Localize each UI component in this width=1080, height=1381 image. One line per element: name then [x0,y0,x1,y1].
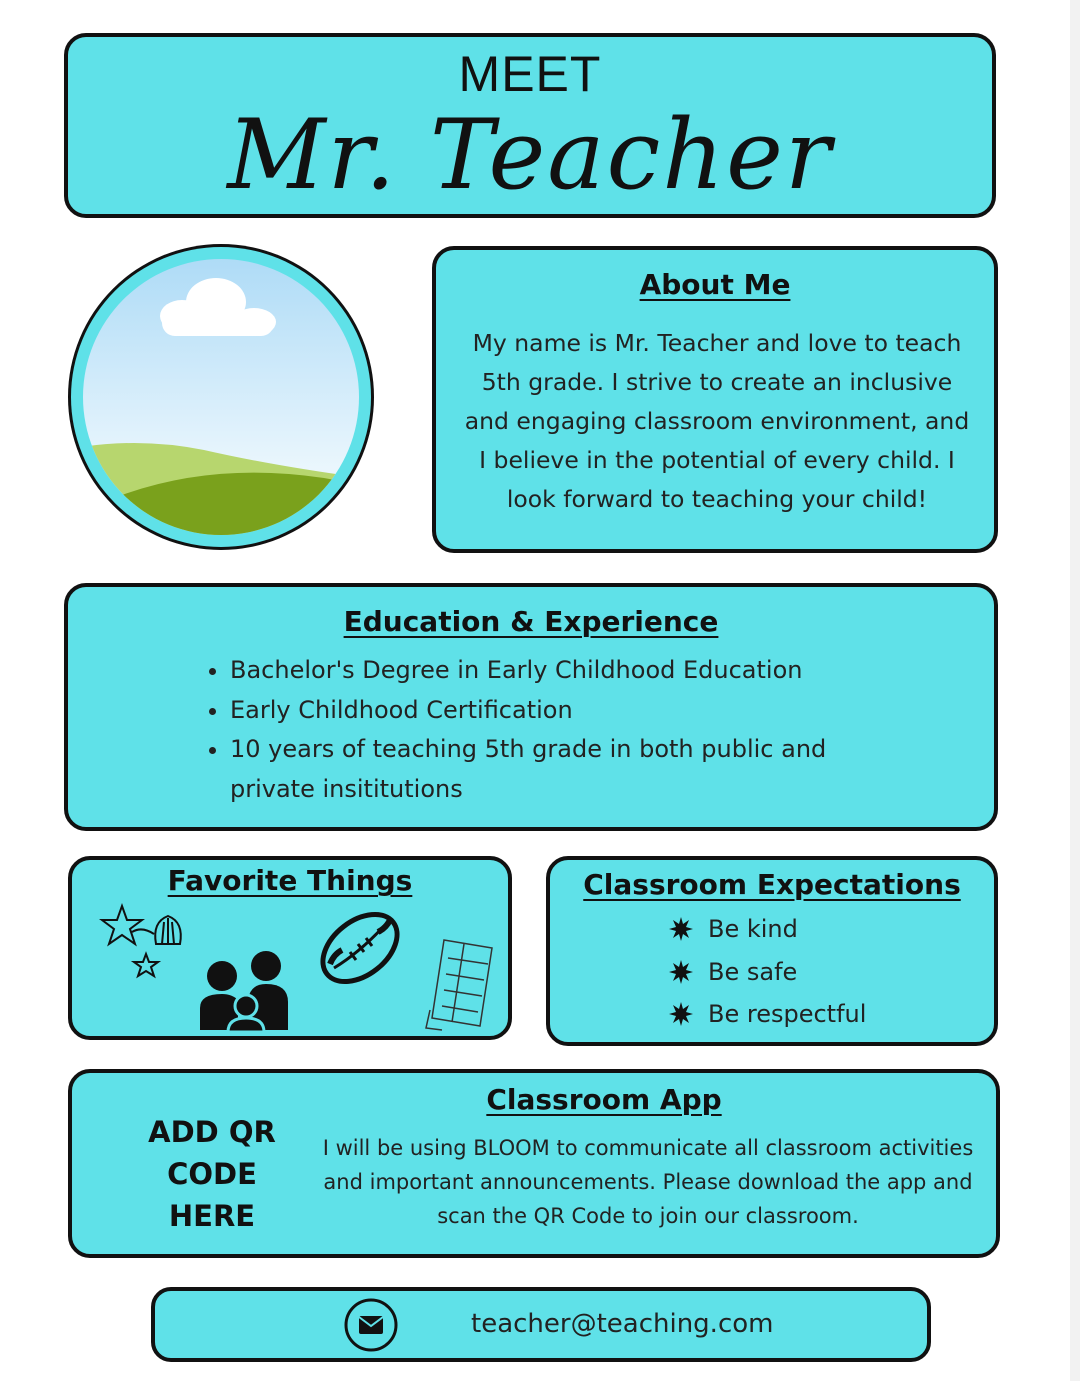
expectation-text: Be safe [708,957,798,986]
education-card [64,583,998,831]
email-link[interactable]: teacher@teaching.com [471,1309,774,1339]
education-item: • Bachelor's Degree in Early Childhood Education [230,651,910,691]
expectation-text: Be respectful [708,1000,867,1029]
qr-line: HERE [168,1199,256,1233]
education-heading: Education & Experience [343,605,719,638]
family-icon [200,951,288,1032]
classroom-app-heading: Classroom App [486,1083,722,1116]
favorites-card [68,856,512,1040]
notebook-icon [426,940,492,1030]
education-item: • 10 years of teaching 5th grade in both public and private insititutions [230,730,910,809]
about-heading: About Me [639,268,791,301]
favorites-heading: Favorite Things [167,864,413,897]
qr-line: ADD QR [148,1115,276,1149]
expectations-heading: Classroom Expectations [583,868,961,901]
qr-line: CODE [167,1157,257,1191]
expectation-item [668,951,866,994]
expectation-item [668,993,866,1036]
expectation-item [668,908,866,951]
contact-card [151,1287,931,1362]
teacher-name: Mr. Teacher [227,99,833,211]
burst-bullet-icon [668,1001,694,1027]
classroom-app-card [68,1069,1000,1258]
title-card [64,33,996,218]
education-list [200,651,910,809]
favorites-icons [72,860,508,1036]
education-item: • Early Childhood Certification [230,691,910,731]
burst-bullet-icon [668,959,694,985]
landscape-photo-icon [64,240,378,554]
football-icon [310,901,409,995]
burst-bullet-icon [668,916,694,942]
qr-code-placeholder [132,1111,292,1237]
expectations-list [668,908,866,1036]
about-card [432,246,998,553]
classroom-app-text: I will be using BLOOM to communicate all classroom activities and important announcements. Please download the app and scan the QR Code to join our classroom. [322,1136,974,1228]
expectations-card [546,856,998,1046]
envelope-icon [343,1297,399,1353]
seashells-icon [102,906,181,976]
about-text: My name is Mr. Teacher and love to teach 5th grade. I strive to create an inclusive and engaging classroom environment, and I believe in the potential of every child. I look forward to teaching your child! [464,329,970,513]
expectation-text: Be kind [708,915,798,944]
meet-label: MEET [458,46,602,102]
page-edge [1070,0,1080,1381]
